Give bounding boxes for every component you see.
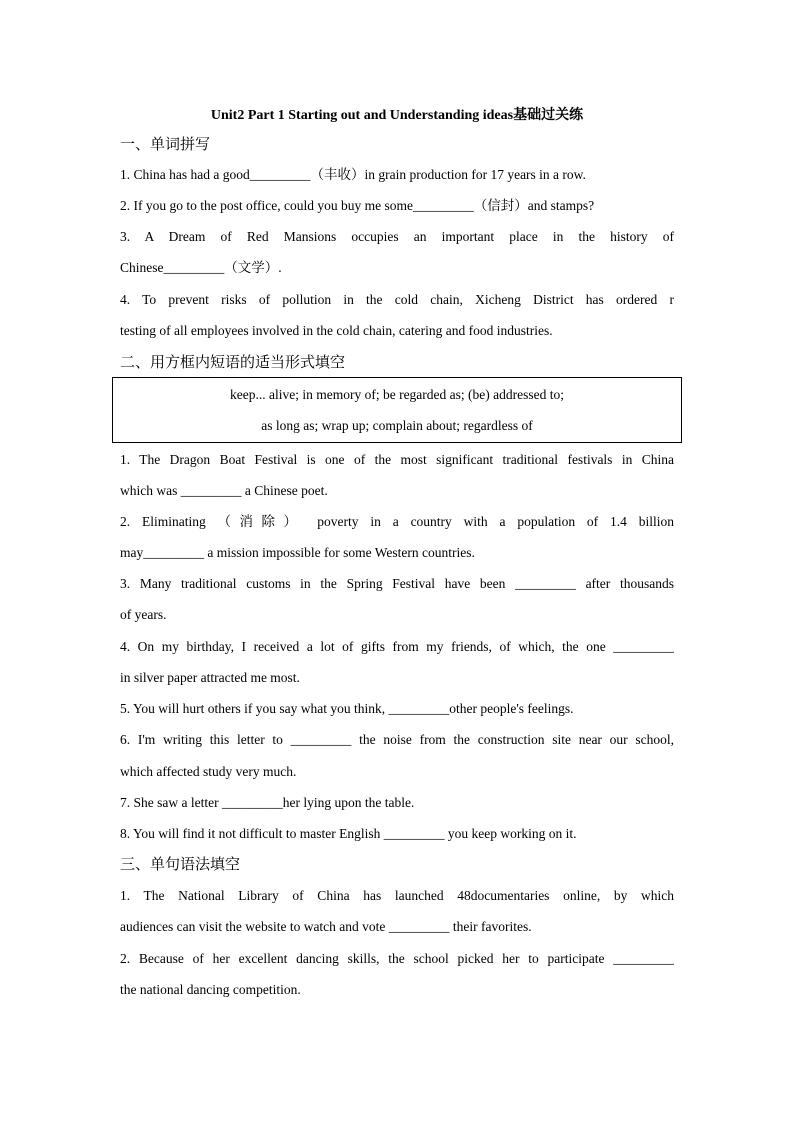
question-line: the national dancing competition.: [120, 982, 301, 997]
question-line: 4. To prevent risks of pollution in the cold chain, Xicheng District has ordered r: [120, 292, 674, 307]
question-line: 1. China has had a good_________（丰收）in grain production for 17 years in a row.: [120, 167, 586, 182]
question-line: 2. Eliminating （消除） poverty in a country with a population of 1.4 billion: [120, 514, 674, 529]
question-line: 1. The National Library of China has launched 48documentaries online, by which: [120, 888, 674, 903]
question-line: 3. Many traditional customs in the Spring Festival have been _________ after thousands: [120, 576, 674, 591]
question-line: which affected study very much.: [120, 764, 297, 779]
question-line: in silver paper attracted me most.: [120, 670, 300, 685]
section-heading-spelling: 一、单词拼写: [120, 135, 211, 153]
phrase-box-line: keep... alive; in memory of; be regarded as; (be) addressed to;: [230, 387, 564, 402]
question-line: Chinese_________（文学）.: [120, 260, 282, 275]
document-title: Unit2 Part 1 Starting out and Understanding ideas基础过关练: [210, 108, 584, 123]
question-line: 2. If you go to the post office, could you buy me some_________（信封）and stamps?: [120, 198, 595, 213]
question-line: of years.: [120, 607, 167, 622]
phrase-box-line: as long as; wrap up; complain about; regardless of: [261, 418, 533, 433]
question-line: 1. The Dragon Boat Festival is one of the most significant traditional festivals in China: [120, 452, 674, 467]
question-line: may_________ a mission impossible for some Western countries.: [120, 545, 475, 560]
question-line: 4. On my birthday, I received a lot of gifts from my friends, of which, the one _________: [120, 639, 674, 654]
question-line: which was _________ a Chinese poet.: [120, 483, 328, 498]
section-heading-grammar: 三、单句语法填空: [120, 855, 241, 873]
question-line: 7. She saw a letter _________her lying upon the table.: [120, 795, 415, 810]
question-line: audiences can visit the website to watch and vote _________ their favorites.: [120, 919, 532, 934]
question-line: 6. I'm writing this letter to _________ the noise from the construction site near our school,: [120, 732, 674, 747]
question-line: 8. You will find it not difficult to master English _________ you keep working on it.: [120, 826, 577, 841]
question-line: 2. Because of her excellent dancing skills, the school picked her to participate _________: [120, 951, 674, 966]
phrase-box: [112, 377, 682, 443]
question-line: testing of all employees involved in the cold chain, catering and food industries.: [120, 323, 553, 338]
question-line: 3. A Dream of Red Mansions occupies an important place in the history of: [120, 229, 674, 244]
question-line: 5. You will hurt others if you say what you think, _________other people's feelings.: [120, 701, 574, 716]
section-heading-phrases: 二、用方框内短语的适当形式填空: [120, 353, 346, 371]
